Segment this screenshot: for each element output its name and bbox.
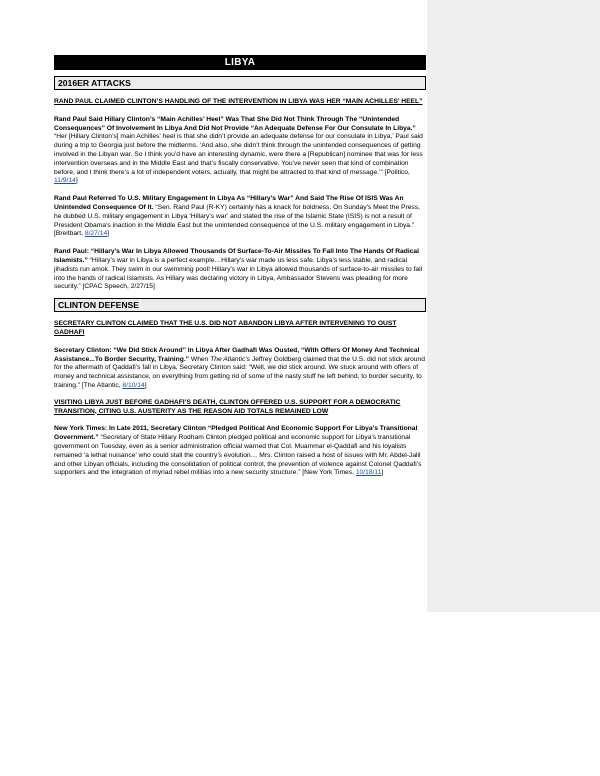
section-heading-defense: CLINTON DEFENSE bbox=[54, 298, 426, 312]
paragraph-tail: ] bbox=[144, 381, 147, 389]
paragraph-lead: New York Times: In Late 2011, Secretary Clinton “Pledged Political And Economic Support For Libya’s Transitional Government.” bbox=[54, 425, 418, 442]
paragraph-hillarys-war bbox=[54, 195, 426, 239]
publication-name: The Atlantic’s bbox=[210, 355, 250, 363]
paragraph-nyt bbox=[54, 425, 426, 478]
paragraph-stick-around bbox=[54, 347, 426, 391]
paragraph-body: “Sen. Rand Paul (R-KY) certainly has a knack for boldness. On Sunday’s Meet the Press, he dubbed U.S. military engagement in Libya ‘Hillary’s war’ and stated the rise of the Islamic State (ISIS) is not a result of President Obama’s inaction in the Middle East but the unintended consequence of the U.S. military engagement in Libya.” [Breitbart, bbox=[54, 203, 420, 238]
source-link-breitbart[interactable]: 8/27/14 bbox=[84, 230, 108, 238]
comment-margin bbox=[427, 0, 600, 612]
paragraph-missiles bbox=[54, 248, 426, 292]
paragraph-body: Jeffrey Goldberg claimed that the U.S. did not stick around for the aftermath of Qaddafi’s fall in Libya, Secretary Clinton said: “Well, we did stick around. We stuck around with offers of money and technical assistance, on everything from getting rid of some of the nasty stuff he left behind, to border security, to training.” [The Atlantic, bbox=[54, 355, 425, 389]
subheading-rand-paul: RAND PAUL CLAIMED CLINTON’S HANDLING OF THE INTERVENTION IN LIBYA WAS HER “MAIN ACHILLES’ HEEL” bbox=[54, 98, 423, 105]
paragraph-achilles-heel bbox=[54, 116, 426, 186]
document-content bbox=[54, 55, 426, 478]
source-link-politico[interactable]: 11/9/14 bbox=[54, 177, 76, 185]
paragraph-tail: ] bbox=[107, 230, 110, 238]
paragraph-body-pre: When bbox=[189, 355, 211, 363]
subheading-did-not-abandon: SECRETARY CLINTON CLAIMED THAT THE U.S. DID NOT ABANDON LIBYA AFTER INTERVENING TO OUST GADHAFI bbox=[54, 320, 397, 336]
page-title: LIBYA bbox=[54, 55, 426, 70]
paragraph-body: “Secretary of State Hillary Rodham Clinton pledged political and economic support for Libya’s transitional government on Tuesday, even as a senior administration official warned that Col. Muammar el-Qaddafi and his loyalists remained ‘a lethal nuisance’ who could stall the country’s evolution… Mrs. Clinton raised a host of issues with Mr. Abdel-Jalil and other Libyan officials, including the consolidation of political control, the prevention of violence against Colonel Qaddafi’s supporters and the integration of myriad rebel militias into a new security structure.” [New York Times, bbox=[54, 434, 422, 477]
subheading-visiting-libya: VISITING LIBYA JUST BEFORE GADHAFI’S DEATH, CLINTON OFFERED U.S. SUPPORT FOR A DEMOCRATIC TRANSITION, CITING U.S. AUSTERITY AS THE REASON AID TOTALS REMAINED LOW bbox=[54, 398, 401, 415]
paragraph-tail: ] bbox=[75, 177, 78, 185]
paragraph-body: “Hillary’s war in Libya is a perfect example…Hillary’s war made us less safe. Libya’s less stable, and radical jihadists run amok. They swim in our swimming pool! Hillary’s war in Libya allowed thousands of surface-to-air missiles to fall into the hands of radical Islamists. As Hillary was declaring victory in Libya, Ambassador Stevens was pleading for more security.” [CPAC Speech, 2/27/15] bbox=[54, 256, 423, 291]
paragraph-lead: Rand Paul: “Hillary’s War In Libya Allowed Thousands Of Surface-To-Air Missiles To Fall Into The Hands Of Radical Islamists.” bbox=[54, 248, 420, 264]
source-link-nyt[interactable]: 10/18/11 bbox=[355, 469, 382, 477]
source-link-atlantic[interactable]: 8/10/14 bbox=[122, 381, 145, 389]
paragraph-tail: ] bbox=[381, 469, 384, 477]
paragraph-lead: Secretary Clinton: “We Did Stick Around” In Libya After Gadhafi Was Ousted, “With Offers Of Money And Technical Assistance...To Border Security, Training.” bbox=[54, 346, 420, 363]
paragraph-body: “Her [Hillary Clinton’s] main Achilles’ heel is that she didn’t provide an adequate defense for our consulate in Libya,’ Paul said during a trip to Georgia just before the midterms. ‘And also, she didn’t think through the unintended consequences of getting involved in the Libyan war. So I think you’d have an interesting dynamic, were there a [Republican] nominee that was for less intervention overseas and in the Middle East and that’s fiscally conservative. You’ve never seen that kind of combination before, and I think there’s a lot of independent voters, actually, that might be attracted to that kind of message.’” [Politico, bbox=[54, 133, 423, 176]
paragraph-lead: Rand Paul Referred To U.S. Military Engagement In Libya As “Hillary’s War” And Said The Rise Of ISIS Was An Unintended Consequence Of It. bbox=[54, 195, 404, 211]
paragraph-lead: Rand Paul Said Hillary Clinton’s “Main Achilles’ Heel” Was That She Did Not Think Through The “Unintended Consequences” Of Involvement In Libya And Did Not Provide “An Adequate Defense For Our Consulate In Libya.” bbox=[54, 115, 416, 132]
section-heading-attacks: 2016ER ATTACKS bbox=[54, 76, 426, 90]
